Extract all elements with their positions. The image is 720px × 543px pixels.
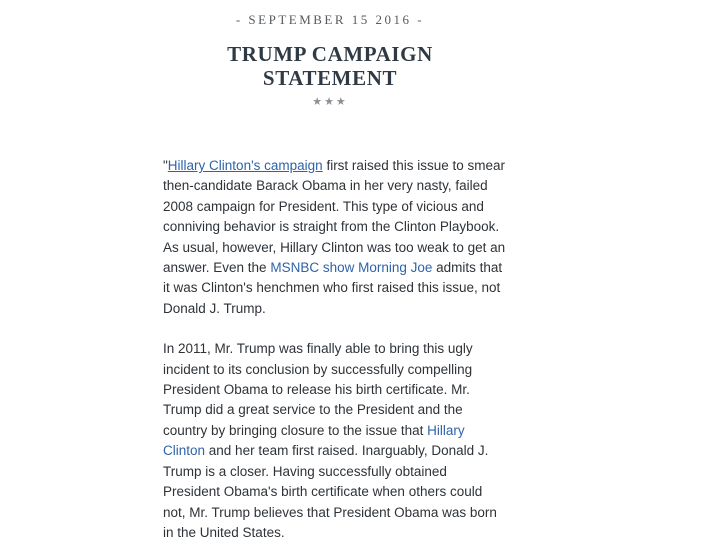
msnbc-morning-joe-link[interactable]: MSNBC show Morning Joe (270, 260, 433, 276)
hillary-clinton-link-part-1[interactable]: Hillary (427, 422, 465, 438)
paragraph-1-line-6 (163, 258, 513, 278)
paragraph-1-line-1 (163, 156, 513, 176)
paragraph-2-line-6 (163, 441, 513, 461)
paragraph-1-line-5: As usual, however, Hillary Clinton was too weak to get an (163, 239, 506, 255)
paragraph-1-line-6-text: answer. Even the (163, 260, 271, 276)
opening-quote: " (163, 158, 168, 173)
statement-date: - SEPTEMBER 15 2016 - (235, 12, 425, 27)
paragraph-1-line-2: then-candidate Barack Obama in her very nasty, failed (163, 178, 488, 194)
paragraph-2-line-1: In 2011, Mr. Trump was finally able to bring this ugly (163, 341, 473, 357)
paragraph-2-line-6-text: and her team first raised. Inarguably, Donald J. (205, 443, 489, 459)
paragraph-2-line-4: Trump did a great service to the President and the (163, 402, 463, 418)
page-title (0, 42, 660, 90)
paragraph-2-line-3: President Obama to release his birth certificate. Mr. (163, 382, 470, 398)
paragraph-1-line-4: conniving behavior is straight from the Clinton Playbook. (163, 219, 500, 235)
paragraph-2-line-10: in the United States. (163, 524, 285, 540)
statement-body (163, 156, 513, 543)
paragraph-2-line-5-text: country by bringing closure to the issue that (163, 422, 428, 438)
paragraph-2-line-2: incident to its conclusion by successfully compelling (163, 361, 473, 377)
paragraph-2-line-9: not, Mr. Trump believes that President Obama was born (163, 504, 497, 520)
paragraph-2-line-5 (163, 421, 513, 441)
paragraph-2-line-7: Trump is a closer. Having successfully obtained (163, 463, 447, 479)
paragraph-1-line-8: Donald J. Trump. (163, 300, 266, 316)
paragraph-1-line-6-suffix: admits that (432, 260, 503, 276)
hillary-campaign-link[interactable]: Hillary Clinton's campaign (167, 158, 323, 173)
page-title-line-2: STATEMENT (262, 66, 398, 90)
star-divider-icon: ★★★ (312, 96, 348, 108)
page-title-line-1: TRUMP CAMPAIGN (227, 42, 433, 66)
paragraph-2-line-8: President Obama's birth certificate when others could (163, 484, 483, 500)
hillary-clinton-link-part-2[interactable]: Clinton (163, 443, 206, 459)
paragraph-1-line-1-text: first raised this issue to smear (322, 158, 505, 173)
paragraph-1-line-7: it was Clinton's henchmen who first raised this issue, not (163, 280, 501, 296)
statement-paragraph-2 (163, 339, 513, 543)
paragraph-1-line-3: 2008 campaign for President. This type of vicious and (163, 198, 484, 214)
statement-paragraph-1 (163, 156, 513, 319)
